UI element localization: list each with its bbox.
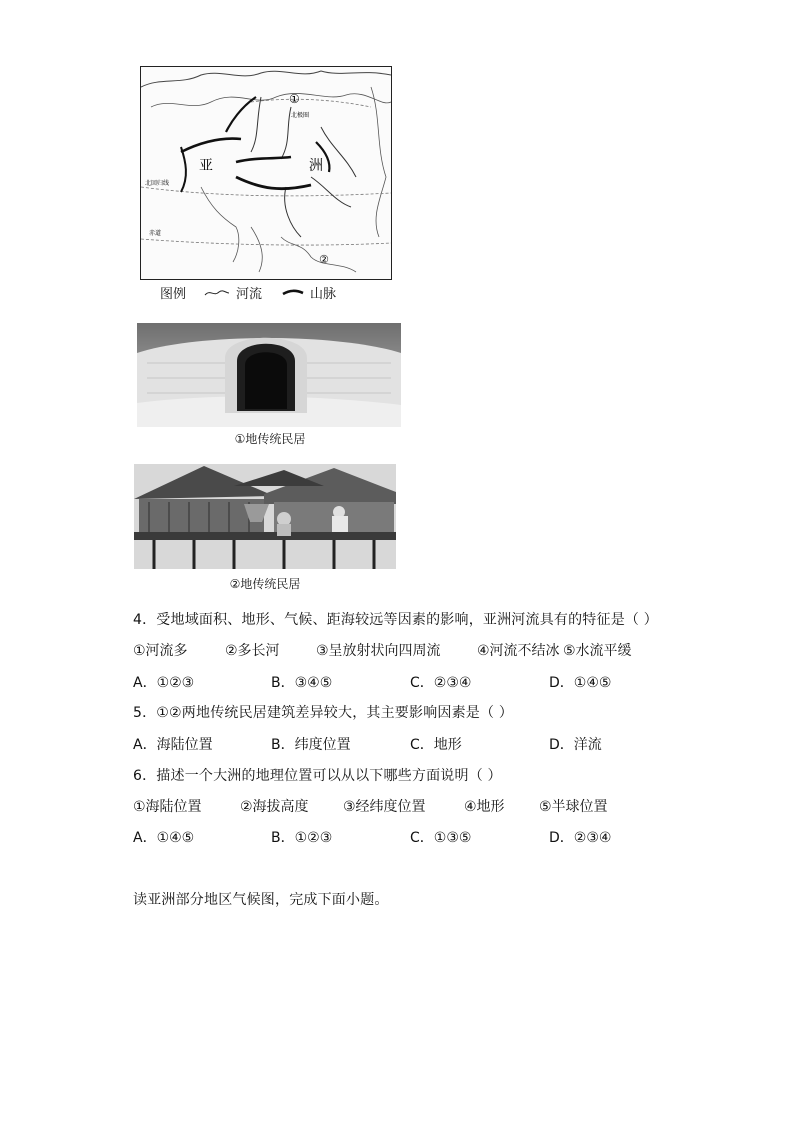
q4-item-3: ③呈放射状向四周流 — [316, 643, 441, 659]
stilt-house-image — [134, 464, 396, 569]
map-legend — [160, 283, 336, 302]
q4-item-2: ②多长河 — [225, 643, 280, 659]
q4-item-5: ⑤水流平缓 — [563, 643, 632, 659]
question-6-stem: 6．描述一个大洲的地理位置可以从以下哪些方面说明（ ） — [133, 768, 502, 784]
q6-choice-a[interactable]: A．①④⑤ — [133, 830, 195, 846]
asia-map-drawing — [141, 67, 391, 279]
q5-choice-c[interactable]: C．地形 — [410, 737, 462, 753]
river-symbol-icon — [204, 287, 230, 299]
photo-1-caption: ①地传统民居 — [234, 432, 306, 446]
asia-map — [140, 66, 392, 280]
q5-choice-b[interactable]: B．纬度位置 — [271, 737, 351, 753]
legend-mountain-label: 山脉 — [310, 287, 337, 302]
arctic-circle-label: 北极圈 — [291, 112, 310, 119]
q6-choice-c[interactable]: C．①③⑤ — [410, 830, 472, 846]
map-marker-2: ② — [319, 253, 329, 266]
q4-choice-b[interactable]: B．③④⑤ — [271, 675, 333, 691]
question-4-stem: 4．受地域面积、地形、气候、距海较远等因素的影响，亚洲河流具有的特征是（ ） — [133, 612, 658, 628]
q6-choice-b[interactable]: B．①②③ — [271, 830, 333, 846]
map-marker-1: ① — [289, 92, 300, 106]
tropic-cancer-label: 北回归线 — [145, 180, 170, 187]
q5-choice-a[interactable]: A．海陆位置 — [133, 737, 213, 753]
legend-title: 图例 — [160, 287, 187, 302]
q4-choice-c[interactable]: C．②③④ — [410, 675, 472, 691]
equator-label: 赤道 — [149, 230, 162, 237]
q4-item-4: ④河流不结冰 — [477, 643, 560, 659]
legend-river-label: 河流 — [236, 287, 263, 302]
q6-item-3: ③经纬度位置 — [343, 799, 426, 815]
q6-item-5: ⑤半球位置 — [539, 799, 608, 815]
q5-choice-d[interactable]: D．洋流 — [549, 737, 602, 753]
q6-choice-d[interactable]: D．②③④ — [549, 830, 612, 846]
igloo-image — [137, 323, 401, 427]
climate-chart-intro: 读亚洲部分地区气候图，完成下面小题。 — [133, 892, 389, 908]
q6-item-4: ④地形 — [464, 799, 505, 815]
map-label-ya: 亚 — [199, 158, 213, 174]
map-label-zhou: 洲 — [309, 158, 323, 174]
stilt-house-photo — [134, 464, 396, 569]
q6-item-2: ②海拔高度 — [240, 799, 309, 815]
q4-item-1: ①河流多 — [133, 643, 188, 659]
q4-choice-d[interactable]: D．①④⑤ — [549, 675, 612, 691]
q6-item-1: ①海陆位置 — [133, 799, 202, 815]
igloo-photo — [137, 323, 401, 427]
question-5-stem: 5．①②两地传统民居建筑差异较大，其主要影响因素是（ ） — [133, 705, 514, 721]
mountain-symbol-icon — [282, 287, 304, 299]
photo-2-caption: ②地传统民居 — [229, 577, 301, 591]
q4-choice-a[interactable]: A．①②③ — [133, 675, 195, 691]
